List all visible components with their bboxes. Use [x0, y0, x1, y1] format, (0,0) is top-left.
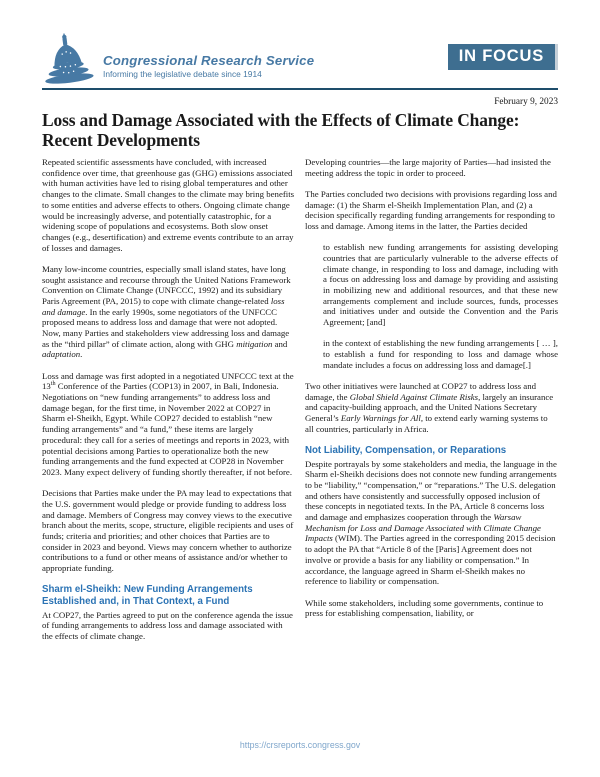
paragraph: Two other initiatives were launched at COP27 to address loss and damage, the Global Shield Against Climate Risks, largely an insurance and capacity-building approach, and the United Nations Secretary General’s Early Warnings for All, to extend early warning systems to all countries, particularly in Africa.: [305, 380, 554, 434]
paragraph: The Parties concluded two decisions with provisions regarding loss and damage: (1) the Sharm el-Sheikh Implementation Plan, and (2) a decision specifically regarding funding arrangements for responding to loss and damage. Among items in the latter, the Parties decided: [305, 188, 557, 232]
left-column: [42, 157, 295, 652]
report-date: February 9, 2023: [494, 97, 558, 107]
paragraph: While some stakeholders, including some governments, continue to press for establishing compensation, liability, or: [305, 597, 544, 619]
page-title: Loss and Damage Associated with the Effects of Climate Change: Recent Developments: [42, 110, 520, 150]
paragraph: Many low-income countries, especially small island states, have long sought assistance and recourse through the United Nations Framework Convention on Climate Change (UNFCCC, 1992) and its subsidiary Paris Agreement (PA, 2015) to cope with climate change-related loss and damage. In the early 1990s, some negotiators of the UNFCCC proposed means to address loss and damage that were not adopted. Now, many Parties and stakeholders view addressing loss and damage as the “third pillar” of climate action, along with GHG mitigation and adaptation.: [42, 263, 291, 360]
paragraph: Developing countries—the large majority of Parties—had insisted the meeting address the topic in order to proceed.: [305, 157, 551, 178]
paragraph: Decisions that Parties make under the PA may lead to expectations that the U.S. government would pledge or provide funding to address loss and damage. Members of Congress may convey views to the executive branch about the merits, scope, structure, eligible recipients and uses of funds; criteria and priorities; and other choices that Parties are to consider in 2023 and beyond. Views may concern whether to authorize contributions to a fund or other means of assistance and/or whether to appropriate funding.: [42, 488, 294, 574]
paragraph: Repeated scientific assessments have concluded, with increased confidence over time, that greenhouse gas (GHG) emissions associated with human activities have led to rising global temperatures and other changes to the climate. Small changes to the climate may bring benefits to some entities and adverse effects to others. Ongoing climate change would be increasingly adverse, and potentially catastrophic, for a widening scope of populations and ecosystems. Both slow onset changes (e.g., desertification) and extreme events contribute to an array of losses and damages.: [42, 157, 295, 253]
quote-block: in the context of establishing the new funding arrangements [ … ], to establish a fund for responding to loss and damage whose mandate includes a focus on addressing loss and damage[.]: [323, 338, 558, 370]
org-name: Congressional Research Service: [103, 53, 315, 68]
logo-text: [103, 54, 314, 85]
right-column: [305, 157, 558, 652]
footer-url-link[interactable]: https://crsreports.congress.gov: [239, 740, 361, 750]
masthead: [42, 32, 558, 87]
quote-block: to establish new funding arrangements for assisting developing countries that are particularly vulnerable to the adverse effects of climate change, in responding to loss and damage, including with a focus on addressing loss and damage by providing and assisting in mobilizing new and additional resources, and that these new arrangements complement and include sources, funds, processes and initiatives under and outside the Convention and the Paris Agreement; [and]: [323, 242, 558, 328]
org-tagline: Informing the legislative debate since 1914: [103, 69, 262, 79]
content-columns: [42, 157, 558, 652]
section-heading-sharm: Sharm el-Sheikh: New Funding Arrangements Established and, in That Context, a Fund: [42, 584, 253, 607]
page-footer: [0, 735, 600, 753]
paragraph: At COP27, the Parties agreed to put on the conference agenda the issue of funding arrangements to address loss and damage associated with the effects of climate change.: [42, 609, 293, 641]
capitol-dome-icon: [42, 32, 94, 85]
paragraph: Despite portrayals by some stakeholders and media, the language in the Sharm el-Sheikh decisions does not connote new funding arrangements to be “liability,” “compensation,” or “reparations.” The U.S. delegation and others have consistently and successfully opposed inclusion of these concepts in negotiated texts. In the PA, Article 8 concerns loss and damage and emphasizes cooperation through the Warsaw Mechanism for Loss and Damage Associated with Climate Change Impacts (WIM). The Parties agreed in the corresponding 2015 decision to adopt the PA that “Article 8 of the [Paris] Agreement does not involve or provide a basis for any liability or compensation.” In accordance, the language agreed in Sharm el-Sheikh makes no reference to liability or compensation.: [305, 458, 557, 587]
paragraph: Loss and damage was first adopted in a negotiated UNFCCC text at the 13th Conference of the Parties (COP13) in 2007, in Bali, Indonesia. Negotiations on “new funding arrangements” to address loss and damage began, for the first time, in November 2022 at COP27 in Sharm el-Sheikh, Egypt. While COP27 decided to establish “new funding arrangements” and “a fund,” these items are largely procedural: they call for a series of meetings and reports in 2023, with potential decisions among Parties to operationalize both the new funding arrangements and the fund expected at COP28 in November 2023. Many expect delivery of funding shortly thereafter, if not before.: [42, 370, 294, 477]
in-focus-badge: IN FOCUS: [448, 44, 558, 70]
header-rule: [42, 88, 558, 90]
section-heading-liability: Not Liability, Compensation, or Reparations: [305, 444, 507, 456]
